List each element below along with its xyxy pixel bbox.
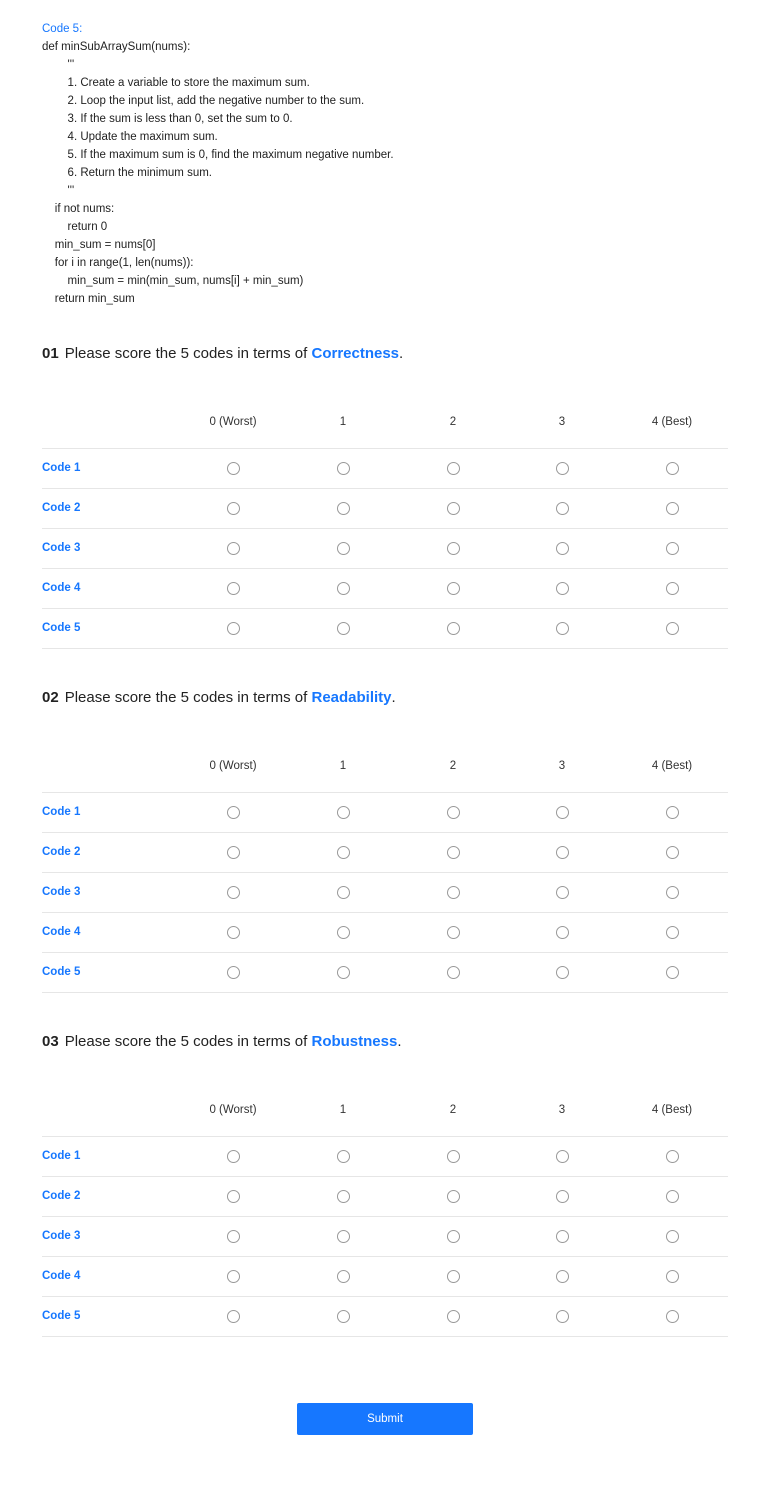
rating-radio[interactable] [227, 1190, 240, 1203]
row-label: Code 3 [42, 1230, 81, 1242]
rating-radio[interactable] [666, 582, 679, 595]
rating-radio[interactable] [556, 1190, 569, 1203]
row-label: Code 4 [42, 1270, 81, 1282]
code-line: 4. Update the maximum sum. [42, 131, 218, 143]
code-line: def minSubArraySum(nums): [42, 41, 191, 53]
rating-radio[interactable] [556, 1270, 569, 1283]
rating-radio[interactable] [337, 1150, 350, 1163]
rating-radio[interactable] [666, 926, 679, 939]
code-title: Code 5: [42, 23, 83, 35]
rating-row [42, 873, 728, 913]
column-label: 0 (Worst) [209, 416, 257, 428]
rating-radio[interactable] [337, 966, 350, 979]
row-label: Code 3 [42, 542, 81, 554]
rating-radio[interactable] [666, 1230, 679, 1243]
rating-row [42, 1257, 728, 1297]
row-label: Code 2 [42, 846, 81, 858]
rating-grid-header [42, 1096, 728, 1137]
rating-radio[interactable] [337, 1190, 350, 1203]
rating-row [42, 1217, 728, 1257]
rating-grid-header [42, 752, 728, 793]
rating-radio[interactable] [337, 622, 350, 635]
question-section-readability [42, 688, 728, 978]
rating-row [42, 793, 728, 833]
row-label: Code 3 [42, 886, 81, 898]
column-label: 3 [558, 416, 566, 428]
rating-radio[interactable] [337, 1270, 350, 1283]
question-number: 02 [42, 689, 59, 706]
question-text: Please score the 5 codes in terms of [64, 689, 312, 706]
rating-row [42, 449, 728, 489]
column-label: 3 [558, 760, 566, 772]
rating-row [42, 1297, 728, 1337]
rating-radio[interactable] [666, 846, 679, 859]
rating-radio[interactable] [556, 1230, 569, 1243]
rating-radio[interactable] [227, 1150, 240, 1163]
rating-radio[interactable] [227, 926, 240, 939]
question-suffix: . [399, 345, 404, 362]
rating-radio[interactable] [666, 622, 679, 635]
code-line: 1. Create a variable to store the maximum sum. [42, 77, 310, 89]
rating-radio[interactable] [227, 542, 240, 555]
rating-radio[interactable] [447, 622, 460, 635]
rating-radio[interactable] [556, 1310, 569, 1323]
column-label: 1 [339, 416, 347, 428]
code-line: if not nums: [42, 203, 115, 215]
rating-radio[interactable] [447, 582, 460, 595]
code-line: return 0 [42, 221, 108, 233]
question-keyword: Robustness [311, 1033, 398, 1050]
column-label: 2 [449, 416, 457, 428]
rating-radio[interactable] [556, 966, 569, 979]
rating-radio[interactable] [227, 886, 240, 899]
rating-radio[interactable] [337, 1310, 350, 1323]
column-label: 1 [339, 760, 347, 772]
rating-radio[interactable] [227, 582, 240, 595]
rating-radio[interactable] [447, 1310, 460, 1323]
question-keyword: Correctness [311, 345, 400, 362]
rating-radio[interactable] [227, 806, 240, 819]
rating-radio[interactable] [447, 1190, 460, 1203]
question-number: 03 [42, 1033, 59, 1050]
submit-button[interactable]: Submit [297, 1403, 473, 1435]
rating-radio[interactable] [337, 846, 350, 859]
rating-row [42, 489, 728, 529]
code-line: for i in range(1, len(nums)): [42, 257, 194, 269]
rating-radio[interactable] [337, 462, 350, 475]
rating-radio[interactable] [556, 926, 569, 939]
row-label: Code 1 [42, 806, 81, 818]
row-label: Code 1 [42, 462, 81, 474]
column-label: 4 (Best) [651, 416, 693, 428]
rating-radio[interactable] [337, 806, 350, 819]
column-label: 2 [449, 1104, 457, 1116]
rating-radio[interactable] [227, 1310, 240, 1323]
row-label: Code 4 [42, 926, 81, 938]
rating-radio[interactable] [337, 886, 350, 899]
rating-row [42, 953, 728, 993]
rating-radio[interactable] [666, 1150, 679, 1163]
rating-radio[interactable] [447, 1230, 460, 1243]
code-line: 2. Loop the input list, add the negative number to the sum. [42, 95, 365, 107]
question-number: 01 [42, 345, 59, 362]
rating-radio[interactable] [666, 1190, 679, 1203]
rating-grid-header [42, 408, 728, 449]
rating-grid [42, 408, 728, 649]
code-block [42, 20, 742, 308]
rating-radio[interactable] [556, 582, 569, 595]
rating-radio[interactable] [227, 622, 240, 635]
rating-radio[interactable] [447, 462, 460, 475]
question-title [42, 688, 728, 708]
rating-radio[interactable] [666, 966, 679, 979]
rating-grid [42, 752, 728, 993]
question-section-correctness [42, 344, 728, 634]
row-label: Code 5 [42, 966, 81, 978]
rating-radio[interactable] [447, 846, 460, 859]
rating-row [42, 913, 728, 953]
rating-radio[interactable] [556, 542, 569, 555]
rating-radio[interactable] [556, 846, 569, 859]
rating-radio[interactable] [556, 622, 569, 635]
rating-row [42, 609, 728, 649]
question-keyword: Readability [311, 689, 392, 706]
code-line: 5. If the maximum sum is 0, find the maximum negative number. [42, 149, 394, 161]
rating-radio[interactable] [337, 582, 350, 595]
question-section-robustness [42, 1032, 728, 1322]
rating-radio[interactable] [666, 462, 679, 475]
rating-radio[interactable] [556, 806, 569, 819]
column-label: 4 (Best) [651, 1104, 693, 1116]
rating-row [42, 569, 728, 609]
rating-radio[interactable] [227, 1270, 240, 1283]
code-line: ''' [42, 59, 75, 71]
rating-radio[interactable] [447, 886, 460, 899]
column-label: 4 (Best) [651, 760, 693, 772]
rating-radio[interactable] [666, 1310, 679, 1323]
row-label: Code 2 [42, 502, 81, 514]
rating-radio[interactable] [227, 502, 240, 515]
rating-radio[interactable] [337, 502, 350, 515]
question-title [42, 344, 728, 364]
rating-radio[interactable] [227, 846, 240, 859]
row-label: Code 4 [42, 582, 81, 594]
row-label: Code 5 [42, 622, 81, 634]
rating-radio[interactable] [666, 806, 679, 819]
code-line: 3. If the sum is less than 0, set the sum to 0. [42, 113, 293, 125]
rating-radio[interactable] [447, 1270, 460, 1283]
question-text: Please score the 5 codes in terms of [64, 1033, 312, 1050]
rating-radio[interactable] [227, 462, 240, 475]
rating-radio[interactable] [447, 926, 460, 939]
column-label: 2 [449, 760, 457, 772]
code-line: min_sum = nums[0] [42, 239, 156, 251]
rating-radio[interactable] [337, 542, 350, 555]
question-title [42, 1032, 728, 1052]
row-label: Code 1 [42, 1150, 81, 1162]
rating-row [42, 833, 728, 873]
row-label: Code 5 [42, 1310, 81, 1322]
rating-row [42, 529, 728, 569]
rating-radio[interactable] [556, 462, 569, 475]
column-label: 3 [558, 1104, 566, 1116]
rating-radio[interactable] [666, 502, 679, 515]
rating-radio[interactable] [227, 966, 240, 979]
rating-radio[interactable] [666, 542, 679, 555]
code-line: min_sum = min(min_sum, nums[i] + min_sum) [42, 275, 304, 287]
code-line: 6. Return the minimum sum. [42, 167, 212, 179]
rating-row [42, 1137, 728, 1177]
rating-radio[interactable] [666, 886, 679, 899]
rating-radio[interactable] [227, 1230, 240, 1243]
rating-radio[interactable] [666, 1270, 679, 1283]
row-label: Code 2 [42, 1190, 81, 1202]
rating-radio[interactable] [337, 1230, 350, 1243]
column-label: 1 [339, 1104, 347, 1116]
column-label: 0 (Worst) [209, 1104, 257, 1116]
rating-radio[interactable] [556, 502, 569, 515]
code-line: ''' [42, 185, 75, 197]
rating-grid [42, 1096, 728, 1337]
question-suffix: . [391, 689, 396, 706]
rating-radio[interactable] [447, 502, 460, 515]
question-text: Please score the 5 codes in terms of [64, 345, 312, 362]
rating-radio[interactable] [556, 1150, 569, 1163]
rating-radio[interactable] [447, 806, 460, 819]
rating-row [42, 1177, 728, 1217]
rating-radio[interactable] [337, 926, 350, 939]
question-suffix: . [397, 1033, 402, 1050]
rating-radio[interactable] [447, 542, 460, 555]
rating-radio[interactable] [556, 886, 569, 899]
column-label: 0 (Worst) [209, 760, 257, 772]
code-line: return min_sum [42, 293, 135, 305]
rating-radio[interactable] [447, 966, 460, 979]
rating-radio[interactable] [447, 1150, 460, 1163]
